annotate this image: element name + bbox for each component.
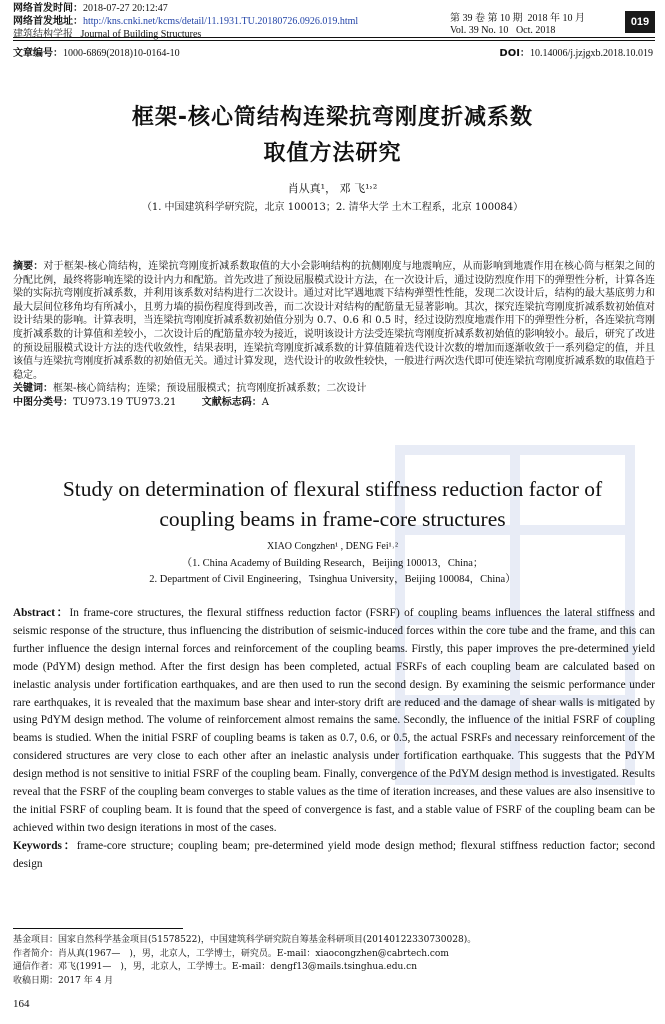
classification xyxy=(13,396,655,410)
english-keywords-text: frame-core structure; coupling beam; pre-determined yield mode design method; flexural stiffness reduction factor; second design xyxy=(13,839,656,870)
journal-date-en: Oct. 2018 xyxy=(515,25,556,36)
english-affiliation-2: 2. Department of Civil Engineering，Tsinghua University，Beijing 100084，China） xyxy=(149,574,516,585)
chinese-abstract-label: 摘要： xyxy=(13,261,44,272)
document-code-label: 文献标志码： xyxy=(201,396,262,408)
chinese-authors: 肖从真¹， 邓 飞¹˒² xyxy=(287,182,378,195)
footnote-fund: 基金项目：国家自然科学基金项目(51578522)，中国建筑科学研究院自筹基金科研项目(20140122330730028)。 xyxy=(13,935,477,945)
article-number xyxy=(13,44,180,59)
journal-date-cn: 2018 年 10 月 xyxy=(527,13,585,24)
chinese-keywords-text: 框架-核心筒结构；连梁；预设屈服模式；抗弯刚度折减系数；二次设计 xyxy=(53,383,367,395)
chinese-title-line-2: 取值方法研究 xyxy=(263,141,402,166)
chinese-abstract-text: 对于框架-核心筒结构，连梁抗弯刚度折减系数取值的大小会影响结构的抗侧刚度与地震响应，从而影响到地震作用在核心筒与框架之间的分配比例，最终将影响连梁的设计内力和配筋。首先改进了预设屈服模式设计方法，在一次设计后，通过设防烈度作用下的弹塑性分析，计算各连梁的实际抗弯刚度折减系数，并利用该系数对结构进行二次设计。通过对比罕遇地震下结构弹塑性性能，发现二次设计后，结构的最大基底剪力和最大层间位移角均有所减小，且剪力墙的损伤程度得到改善，而二次设计对结构的配筋量无显著影响。其次，探究连梁抗弯刚度折减系数初始值对设计结果的影响。计算表明，当连梁抗弯刚度折减系数初始值分别为 0.7、0.6 和 0.5 时，经过设防烈度地震作用下的弹塑性分析，各连梁抗弯刚度折减系数的计算值和差较小，二次设计后的配筋量亦较为接近，说明该设计方法受连梁抗弯刚度折减系数初始值的影响较小。最后，研究了改进的预设屈服模式设计方法的迭代收敛性，结果表明，连梁抗弯刚度折减系数的计算值随着迭代设计次数的增加而逐渐收敛于一系列稳定的值，并且该值与连梁抗弯刚度折减系数的初始值无关。通过计算发现，迭代设计的收敛性较快，一般进行两次迭代即可使连梁抗弯刚度折减系数的取值趋于稳定。 xyxy=(13,261,655,381)
english-abstract xyxy=(13,605,655,838)
header-rule-thin xyxy=(13,40,655,41)
publish-date-label: 网络首发时间： xyxy=(13,3,83,14)
document-code-value: A xyxy=(261,396,270,408)
clc-label: 中图分类号： xyxy=(13,396,73,408)
footnote-corresponding: 通信作者：邓飞(1991— )，男，北京人，工学博士。E-mail：dengf13@mails.tsinghua.edu.cn xyxy=(13,962,417,972)
chinese-abstract xyxy=(13,260,655,382)
journal-volume-en: Vol. 39 No. 10 xyxy=(450,25,509,36)
chinese-keywords xyxy=(13,382,655,396)
publish-url-link[interactable]: http://kns.cnki.net/kcms/detail/11.1931.TU.20180726.0926.019.html xyxy=(83,16,359,27)
english-affiliation-1: （1. China Academy of Building Research，Beijing 100013，China； xyxy=(181,558,484,569)
journal-name-en: Journal of Building Structures xyxy=(80,29,202,40)
english-keywords xyxy=(13,838,655,874)
journal-volume-cn: 第 39 卷 第 10 期 xyxy=(450,13,523,24)
english-abstract-text: In frame-core structures, the flexural stiffness reduction factor (FSRF) of coupling beams influences the lateral stiffness and seismic response of the structure, thus influencing the distribution of seismic-induced forces within the core tube and the frame, and this can further influence the design internal forces and reinforcement of the coupling beams. Firstly, this paper improves the pre-determined yield mode (PdYM) design method. After the first design has been completed, actual FSRFs of each coupling beam are calculated based on inelastic analysis under fortification earthquakes, and are then used to run the second design. By examining the seismic performance under rare earthquakes, it is revealed that the maximum base shear and inter-story drift are reduced and the damage of shear walls is mitigated by using PdYM design method. The volume of reinforcement almost remains the same. Secondly, the influence of the initial FSRF of coupling beams is studied. When the initial FSRF of coupling beams is taken as 0.7, 0.6, or 0.5, the actual FSRFs and necessary reinforcement of the considered structures are very close to each other after an inelastic analysis under fortification earthquake. This suggests that the PdYM design method is not sensitive to initial FSRF of the coupling beam. Finally, convergence of the PdYM design method is investigated. Results reveal that the FSRF of the coupling beam converges to stable values as the time of iteration increases, and these values are also insensitive to the initial FSRF of coupling beam. It is found that the speed of convergence is fast, and a stable value of FSRF of the coupling beam can be achieved within two design iterations in most of the cases. xyxy=(13,607,655,834)
article-number-badge: 019 xyxy=(625,11,655,33)
english-affiliation xyxy=(0,556,665,588)
doi-value: 10.14006/j.jzjgxb.2018.10.019 xyxy=(529,48,653,59)
journal-name-cn: 建筑结构学报 xyxy=(13,29,73,40)
header-rule xyxy=(13,37,655,38)
doi xyxy=(499,44,653,59)
footnote-author: 作者简介：肖从真(1967— )，男，北京人，工学博士，研究员。E-mail：xiaocongzhen@cabrtech.com xyxy=(13,948,449,959)
publish-date: 2018-07-27 20:12:47 xyxy=(83,3,168,14)
chinese-title-line-1: 框架-核心筒结构连梁抗弯刚度折减系数 xyxy=(131,105,534,130)
english-keywords-label: Keywords： xyxy=(13,839,77,852)
chinese-abstract-block xyxy=(13,260,655,410)
doi-label: DOI： xyxy=(499,48,530,59)
english-title-line-1: Study on determination of flexural stiffness reduction factor of xyxy=(62,477,603,501)
english-title-line-2: coupling beams in frame-core structures xyxy=(159,507,506,531)
chinese-affiliation: （1. 中国建筑科学研究院，北京 100013；2. 清华大学 土木工程系，北京 100084） xyxy=(141,202,524,213)
article-number-label: 文章编号： xyxy=(13,48,63,59)
page-number: 164 xyxy=(13,998,30,1010)
english-authors: XIAO Congzhen¹ , DENG Fei¹˒² xyxy=(267,541,398,552)
chinese-keywords-label: 关键词： xyxy=(13,383,53,395)
footnotes xyxy=(13,934,655,988)
english-abstract-label: Abstract： xyxy=(13,607,70,619)
english-abstract-block xyxy=(13,605,655,874)
chinese-title xyxy=(0,100,665,172)
journal-issue xyxy=(450,13,585,37)
footnote-rule xyxy=(13,928,183,929)
publish-url-label: 网络首发地址： xyxy=(13,16,83,27)
article-number-value: 1000-6869(2018)10-0164-10 xyxy=(63,48,180,59)
clc-value: TU973.19 TU973.21 xyxy=(73,396,177,408)
footnote-received: 收稿日期：2017 年 4 月 xyxy=(13,975,114,986)
english-title xyxy=(0,474,665,534)
